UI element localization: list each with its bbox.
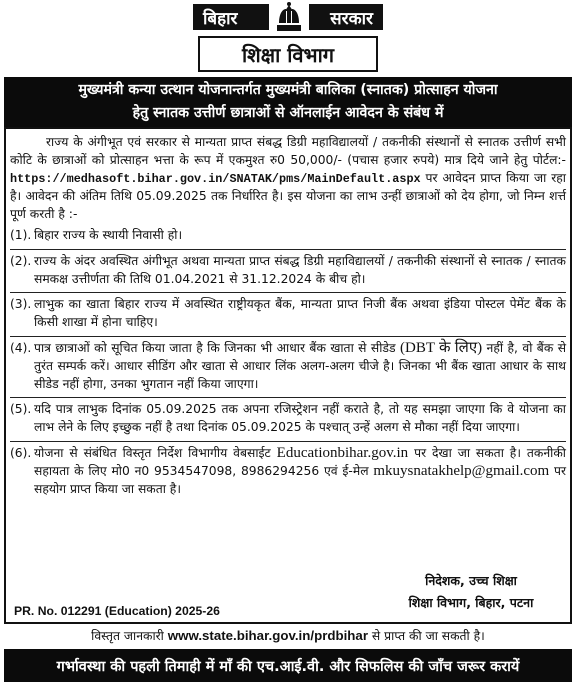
title-line-2: हेतु स्नातक उत्तीर्ण छात्राओं से ऑनलाईन आवेदन के संबंध में [132, 105, 444, 121]
condition-item [10, 227, 566, 245]
intro-text-1: राज्य के अंगीभूत एवं सरकार से मान्यता प्राप्त संबद्ध डिग्री महाविद्यालयों / तकनीकी संस्थानों से स्नातक उत्तीर्ण सभी कोटि के छात्राओं को प्रोत्साहन भत्ता के रूप में एकमुश्त रु0 50,000/- (पचास हजार रुपये) मात्र दिये जाने हेतु पोर्टल:- [10, 135, 566, 167]
department-title: शिक्षा विभाग [198, 36, 378, 72]
condition-text [34, 340, 566, 393]
condition-text: लाभुक का खाता बिहार राज्य में अवस्थित राष्ट्रीयकृत बैंक, मान्यता प्राप्त निजी बैंक अथवा इंडिया पोस्टल पेमेंट बैंक के किसी शाखा में होना चाहिए। [34, 297, 566, 330]
item6-text-3: पर सहयोग प्राप्त किया जा सकता है। [34, 463, 566, 496]
item6-text-2: पर देखा जा सकता है। तकनीकी सहायता के लिए मो0 न0 9534547098, 8986294256 एवं ई-मेल [34, 445, 566, 478]
health-awareness-banner: गर्भावस्था की पहली तिमाही में माँ की एच.आई.वी. और सिफलिस की जाँच जरूर करायें [4, 649, 572, 682]
pr-number: PR. No. 012291 (Education) 2025-26 [14, 604, 220, 618]
footer-suffix: से प्राप्त की जा सकती है। [368, 629, 485, 643]
divider [10, 336, 566, 337]
item6-text-1: योजना से संबंधित विस्तृत निर्देश विभागीय वेबसाईट [34, 445, 277, 460]
signature-block [386, 570, 556, 614]
condition-number: (1). [10, 227, 32, 242]
footer-note [0, 627, 576, 644]
item4-text-2: नहीं है, वो बैंक से तुरंत सम्पर्क करें। आधार सीडिंग और खाता से आधार लिंक अलग-अलग चीजे है। जिनका भी बैंक खाता आधार के साथ सीडेड नहीं होगा, उनका भुगतान नहीं किया जाएगा। [34, 340, 567, 391]
condition-item [10, 296, 566, 332]
signatory-title: निदेशक, उच्च शिक्षा [425, 573, 517, 588]
condition-text: यदि पात्र लाभुक दिनांक 05.09.2025 तक अपना रजिस्ट्रेशन नहीं कराते है, तो यह समझा जाएगा कि वे योजना का लाभ लेने के लिए इच्छुक नहीं है तथा दिनांक 05.09.2025 के पश्चात् उन्हें अलग से मौका नहीं दिया जाएगा। [34, 402, 566, 435]
divider [10, 249, 566, 250]
condition-number: (4). [10, 340, 32, 355]
condition-item [10, 253, 566, 289]
condition-text [34, 445, 566, 498]
website-link[interactable]: Educationbihar.gov.in [276, 444, 409, 461]
title-line-1: मुख्यमंत्री कन्या उत्थान योजनान्तर्गत मुख्यमंत्री बालिका (स्नातक) प्रोत्साहन योजना [78, 82, 498, 98]
intro-paragraph [10, 134, 566, 224]
item4-text-1: पात्र छात्राओं को सूचित किया जाता है कि जिनका भी आधार बैंक खाता से सीडेड [34, 340, 400, 355]
notice-title-banner [4, 77, 572, 127]
condition-item [10, 401, 566, 437]
condition-text: राज्य के अंदर अवस्थित अंगीभूत अथवा मान्यता प्राप्त संबद्ध डिग्री महाविद्यालयों / तकनीकी संस्थानों से स्नातक / स्नातक समकक्ष उत्तीर्णता की तिथि 01.04.2021 से 31.12.2024 के बीच हो। [34, 253, 566, 286]
condition-item [10, 445, 566, 498]
divider [10, 397, 566, 398]
condition-item [10, 340, 566, 393]
footer-prefix: विस्तृत जानकारी [91, 629, 168, 643]
intro-text-2: पर आवेदन प्राप्त किया जा रहा है। आवेदन की अंतिम तिथि 05.09.2025 तक निर्धारित है। इस योजना का लाभ उन्हीं छात्राओं को देय होगा, जो निम्न शर्त्त पूर्ण करती है :- [10, 170, 566, 222]
divider [10, 292, 566, 293]
condition-number: (3). [10, 297, 32, 312]
signatory-office: शिक्षा विभाग, बिहार, पटना [408, 595, 534, 610]
government-word: सरकार [330, 8, 373, 29]
condition-number: (6). [10, 445, 32, 460]
dbt-note: (DBT के लिए) [400, 339, 483, 356]
government-header [0, 0, 576, 34]
condition-number: (5). [10, 402, 32, 417]
notice-content [10, 134, 566, 502]
email-link[interactable]: mkuysnatakhelp@gmail.com [373, 462, 550, 479]
condition-number: (2). [10, 253, 32, 268]
footer-link[interactable]: www.state.bihar.gov.in/prdbihar [167, 628, 369, 643]
portal-link[interactable]: https://medhasoft.bihar.gov.in/SNATAK/pms/MainDefault.aspx [10, 171, 421, 186]
divider [10, 441, 566, 442]
condition-text: बिहार राज्य के स्थायी निवासी हो। [34, 227, 183, 242]
bihar-emblem-icon [269, 0, 309, 34]
state-name: बिहार [203, 8, 238, 29]
